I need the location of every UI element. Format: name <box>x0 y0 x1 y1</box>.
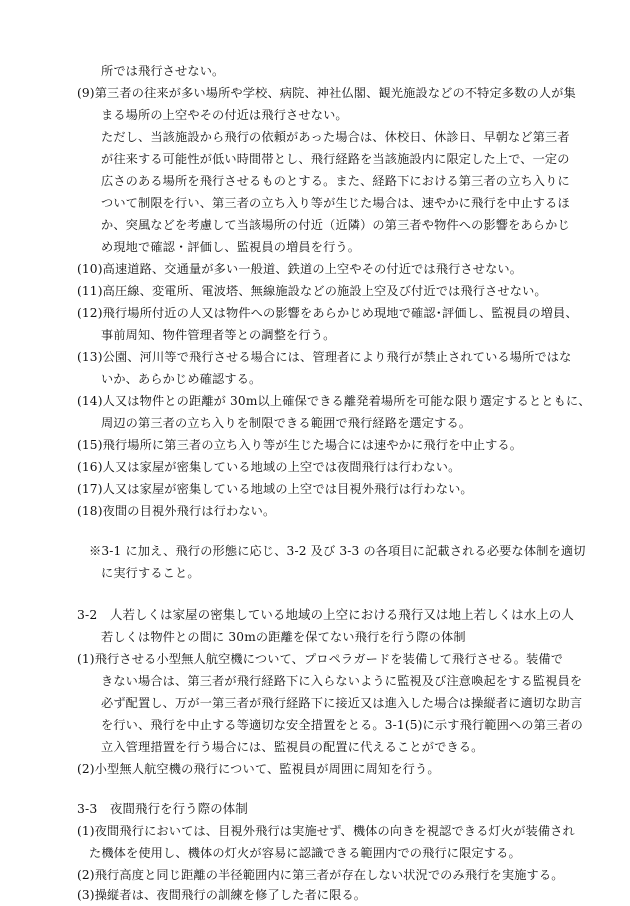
text-line: ついて制限を行い、第三者の立ち入り等が生じた場合は、速やかに飛行を中止するほ <box>101 196 570 210</box>
section-heading-3-2: 3-2 人若しくは家屋の密集している地域の上空における飛行又は地上若しくは水上の人 <box>77 607 574 622</box>
text-line: を行い、飛行を中止する等適切な安全措置をとる。3-1(5)に示す飛行範囲への第三者の <box>101 718 583 732</box>
text-line: 立入管理措置を行う場合には、監視員の配置に代えることができる。 <box>101 740 484 754</box>
list-item-2: (2)小型無人航空機の飛行について、監視員が周囲に周知を行う。 <box>77 762 440 776</box>
text-line: 広さのある場所を飛行させるものとする。また、経路下における第三者の立ち入りに <box>101 174 570 188</box>
section-heading-3-2-cont: 若しくは物件との間に 30mの距離を保てない飛行を行う際の体制 <box>101 630 466 644</box>
text-line: きない場合は、第三者が飛行経路下に入らないように監視及び注意喚起をする監視員を <box>101 674 583 688</box>
text-line: め現地で確認・評価し、監視員の増員を行う。 <box>101 240 361 254</box>
list-item-11: (11)高圧線、変電所、電波塔、無線施設などの施設上空及び付近では飛行させない。 <box>77 284 547 298</box>
list-item-18: (18)夜間の目視外飛行は行わない。 <box>77 504 276 518</box>
list-item-10: (10)高速道路、交通量が多い一般道、鉄道の上空やその付近では飛行させない。 <box>77 262 523 276</box>
text-line: 必ず配置し、万が一第三者が飛行経路下に接近又は進入した場合は操縦者に適切な助言 <box>101 696 583 710</box>
text-line: ただし、当該施設から飛行の依頼があった場合は、休校日、休診日、早朝など第三者 <box>101 130 570 144</box>
text-line: た機体を使用し、機体の灯火が容易に認識できる範囲内での飛行に限定する。 <box>89 846 521 860</box>
list-item-3: (3)操縦者は、夜間飛行の訓練を修了した者に限る。 <box>77 888 367 902</box>
text-line: 事前周知、物件管理者等との調整を行う。 <box>101 328 336 342</box>
list-item-1: (1)飛行させる小型無人航空機について、プロペラガードを装備して飛行させる。装備で <box>77 652 564 666</box>
list-item-15: (15)飛行場所に第三者の立ち入り等が生じた場合には速やかに飛行を中止する。 <box>77 438 523 452</box>
text-line: が往来する可能性が低い時間帯とし、飛行経路を当該施設内に限定した上で、一定の <box>101 152 570 166</box>
section-heading-3-3: 3-3 夜間飛行を行う際の体制 <box>77 801 248 816</box>
text-line: 所では飛行させない。 <box>101 64 225 78</box>
text-line: か、突風などを考慮して当該場所の付近（近隣）の第三者や物件への影響をあらかじ <box>101 218 570 232</box>
list-item-2: (2)飛行高度と同じ距離の半径範囲内に第三者が存在しない状況でのみ飛行を実施する。 <box>77 868 564 882</box>
list-item-13: (13)公園、河川等で飛行させる場合には、管理者により飛行が禁止されている場所ではな <box>77 350 572 364</box>
list-item-14: (14)人又は物件との距離が 30m以上確保できる離発着場所を可能な限り選定するとともに、 <box>77 394 591 408</box>
list-item-16: (16)人又は家屋が密集している地域の上空では夜間飛行は行わない。 <box>77 460 461 474</box>
list-item-1: (1)夜間飛行においては、目視外飛行は実施せず、機体の向きを視認できる灯火が装備され <box>77 824 575 838</box>
text-line: いか、あらかじめ確認する。 <box>101 372 262 386</box>
list-item-17: (17)人又は家屋が密集している地域の上空では目視外飛行は行わない。 <box>77 482 473 496</box>
text-line: 周辺の第三者の立ち入りを制限できる範囲で飛行経路を選定する。 <box>101 416 472 430</box>
list-item-9: (9)第三者の往来が多い場所や学校、病院、神社仏閣、観光施設などの不特定多数の人が集 <box>77 86 576 100</box>
list-item-12: (12)飛行場所付近の人又は物件への影響をあらかじめ現地で確認･評価し、監視員の増員、 <box>77 306 578 320</box>
text-line: まる場所の上空やその付近は飛行させない。 <box>101 108 348 122</box>
note-line: ※3-1 に加え、飛行の形態に応じ、3-2 及び 3-3 の各項目に記載される必要な体制を適切 <box>89 544 586 558</box>
note-line: に実行すること。 <box>101 566 200 580</box>
